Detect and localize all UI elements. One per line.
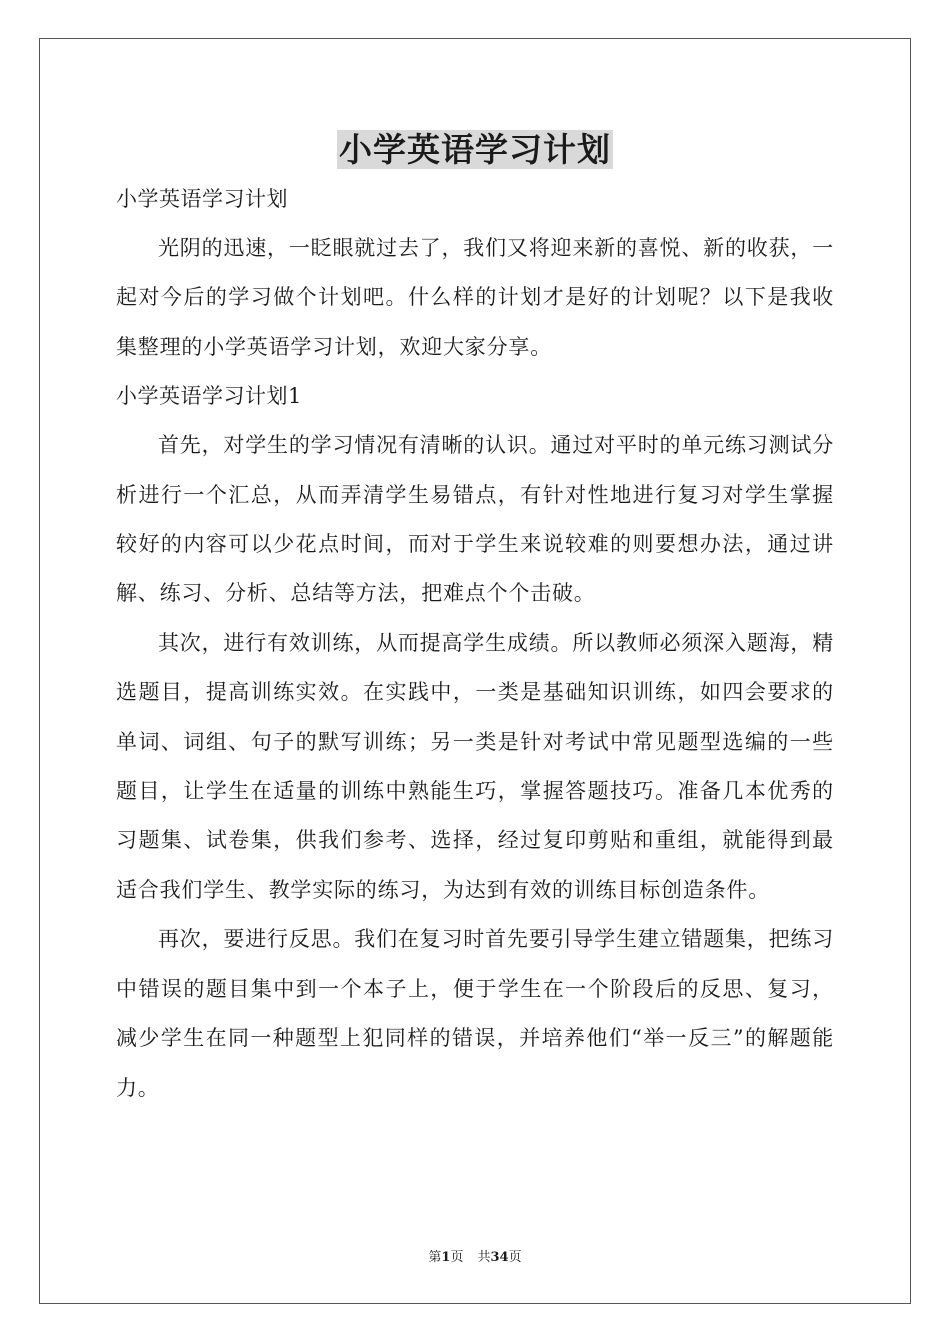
footer-total-suffix: 页 xyxy=(508,1250,522,1265)
section-heading-intro: 小学英语学习计划 xyxy=(116,187,288,211)
document-title xyxy=(0,128,950,172)
paragraph-intro: 光阴的迅速，一眨眼就过去了，我们又将迎来新的喜悦、新的收获，一起对今后的学习做个计划吧。什么样的计划才是好的计划呢？以下是我收集整理的小学英语学习计划，欢迎大家分享。 xyxy=(116,236,834,359)
section-heading-plan-1: 小学英语学习计划1 xyxy=(116,384,302,409)
footer-total-prefix: 共 xyxy=(477,1250,491,1265)
footer-total-pages: 34 xyxy=(490,1250,509,1265)
footer-page-prefix: 第 xyxy=(428,1250,442,1265)
page-footer xyxy=(0,1249,950,1267)
document-body xyxy=(116,175,834,1113)
footer-page-suffix: 页 xyxy=(450,1250,464,1265)
document-title-text: 小学英语学习计划 xyxy=(339,130,611,169)
paragraph-first: 首先，对学生的学习情况有清晰的认识。通过对平时的单元练习测试分析进行一个汇总，从而弄清学生易错点，有针对性地进行复习对学生掌握较好的内容可以少花点时间，而对于学生来说较难的则要想办法，通过讲解、练习、分析、总结等方法，把难点个个击破。 xyxy=(116,433,834,606)
paragraph-second: 其次，进行有效训练，从而提高学生成绩。所以教师必须深入题海，精选题目，提高训练实效。在实践中，一类是基础知识训练，如四会要求的单词、词组、句子的默写训练；另一类是针对考试中常见题型选编的一些题目，让学生在适量的训练中熟能生巧，掌握答题技巧。准备几本优秀的习题集、试卷集，供我们参考、选择，经过复印剪贴和重组，就能得到最适合我们学生、教学实际的练习，为达到有效的训练目标创造条件。 xyxy=(116,630,834,902)
footer-page-number: 1 xyxy=(441,1250,451,1265)
paragraph-third: 再次，要进行反思。我们在复习时首先要引导学生建立错题集，把练习中错误的题目集中到一个本子上，便于学生在一个阶段后的反思、复习，减少学生在同一种题型上犯同样的错误，并培养他们“举一反三”的解题能力。 xyxy=(116,927,834,1100)
